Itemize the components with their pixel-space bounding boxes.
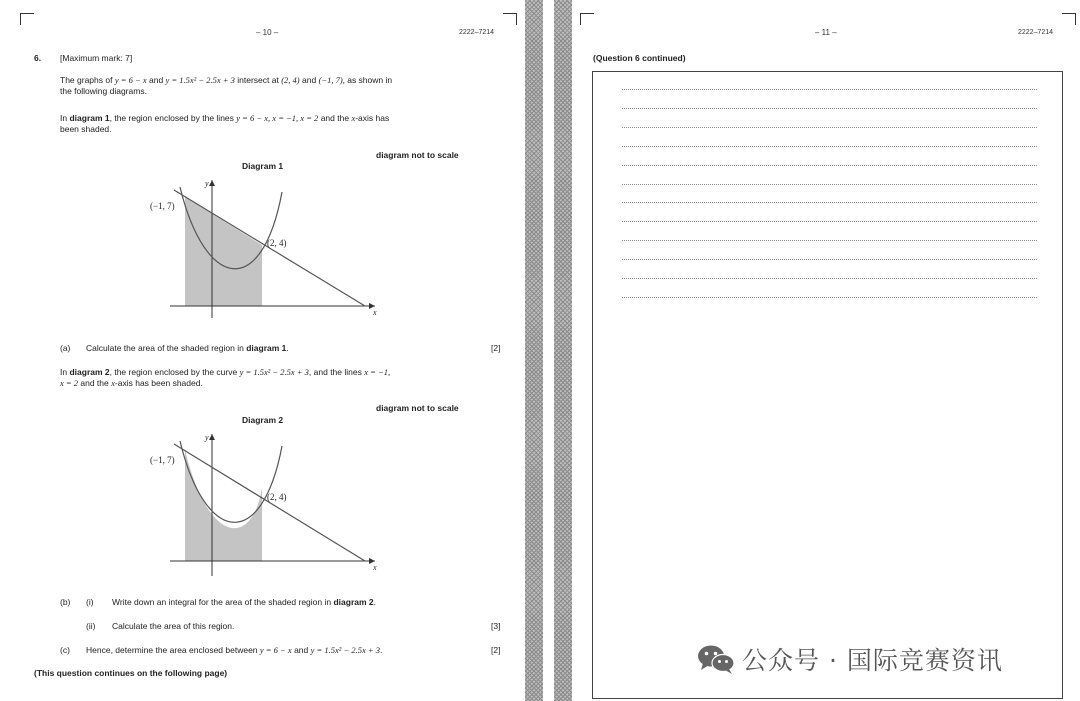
max-mark: [Maximum mark: 7] <box>60 53 133 63</box>
intro-text: The graphs of y = 6 − x and y = 1.5x² − 2.5x + 3 intersect at (2, 4) and (−1, 7), as shown in the following diagrams. <box>60 75 393 96</box>
answer-line[interactable] <box>622 221 1037 222</box>
diagram2-title: Diagram 2 <box>242 415 284 425</box>
page-number: – 10 – <box>256 28 279 37</box>
diagram1-title: Diagram 1 <box>242 161 284 171</box>
part-c-marks: [2] <box>491 645 501 655</box>
answer-line[interactable] <box>622 108 1037 109</box>
part-b-ii-text: Calculate the area of this region. <box>112 621 235 631</box>
wechat-icon <box>696 643 736 675</box>
y-axis-label: y <box>205 179 209 188</box>
answer-line[interactable] <box>622 297 1037 298</box>
answer-line[interactable] <box>622 202 1037 203</box>
point-label-2-4: (2, 4) <box>267 238 287 248</box>
answer-line[interactable] <box>622 184 1037 185</box>
page-corner-mark <box>20 13 34 25</box>
part-a-label: (a) <box>60 343 71 353</box>
answer-line[interactable] <box>622 89 1037 90</box>
y-axis-arrow <box>209 180 215 186</box>
question-number: 6. <box>34 53 42 63</box>
part-a-marks: [2] <box>491 343 501 353</box>
diagram2-shaded-region <box>185 450 262 561</box>
part-a-text: Calculate the area of the shaded region in diagram 1. <box>86 343 289 353</box>
page-gutter-right <box>554 0 572 701</box>
continues-note: (This question continues on the following page) <box>34 668 228 678</box>
y-axis-arrow <box>209 434 215 440</box>
diagram1 <box>140 170 400 320</box>
part-b-i-label: (i) <box>86 597 94 607</box>
answer-line[interactable] <box>622 240 1037 241</box>
watermark <box>696 641 1003 677</box>
part-c-text: Hence, determine the area enclosed between y = 6 − x and y = 1.5x² − 2.5x + 3. <box>86 645 383 655</box>
x-axis-label: x <box>373 308 377 317</box>
x-axis-label: x <box>373 563 377 572</box>
page-number: – 11 – <box>815 28 837 37</box>
paper-code: 2222–7214 <box>1018 29 1054 36</box>
page-gutter-left <box>525 0 543 701</box>
part-c-label: (c) <box>60 645 70 655</box>
not-to-scale-note: diagram not to scale <box>376 150 459 160</box>
diagram2-description: In diagram 2, the region enclosed by the curve y = 1.5x² − 2.5x + 3, and the lines x = −1, x = 2 and the x-axis has been shaded. <box>60 367 391 388</box>
page-corner-mark <box>1062 13 1076 25</box>
answer-line[interactable] <box>622 278 1037 279</box>
part-b-i-text: Write down an integral for the area of the shaded region in diagram 2. <box>112 597 376 607</box>
page-corner-mark <box>580 13 594 25</box>
part-b-label: (b) <box>60 597 71 607</box>
watermark-text: 公众号 · 国际竞赛资讯 <box>742 646 1003 675</box>
diagram2 <box>140 424 400 579</box>
diagram1-shaded-region <box>185 197 262 306</box>
point-label-2-4: (2, 4) <box>267 492 287 502</box>
part-b-ii-label: (ii) <box>86 621 96 631</box>
diagram1-description: In diagram 1, the region enclosed by the lines y = 6 − x, x = −1, x = 2 and the x-axis has been shaded. <box>60 113 390 134</box>
y-axis-label: y <box>205 433 209 442</box>
answer-line[interactable] <box>622 127 1037 128</box>
continued-heading: (Question 6 continued) <box>593 53 686 63</box>
answer-line[interactable] <box>622 259 1037 260</box>
point-label-minus1-7: (−1, 7) <box>150 455 175 465</box>
answer-line[interactable] <box>622 146 1037 147</box>
page-corner-mark <box>503 13 517 25</box>
part-b-marks: [3] <box>491 621 501 631</box>
answer-line[interactable] <box>622 165 1037 166</box>
point-label-minus1-7: (−1, 7) <box>150 201 175 211</box>
paper-code: 2222–7214 <box>459 29 495 36</box>
not-to-scale-note: diagram not to scale <box>376 403 459 413</box>
